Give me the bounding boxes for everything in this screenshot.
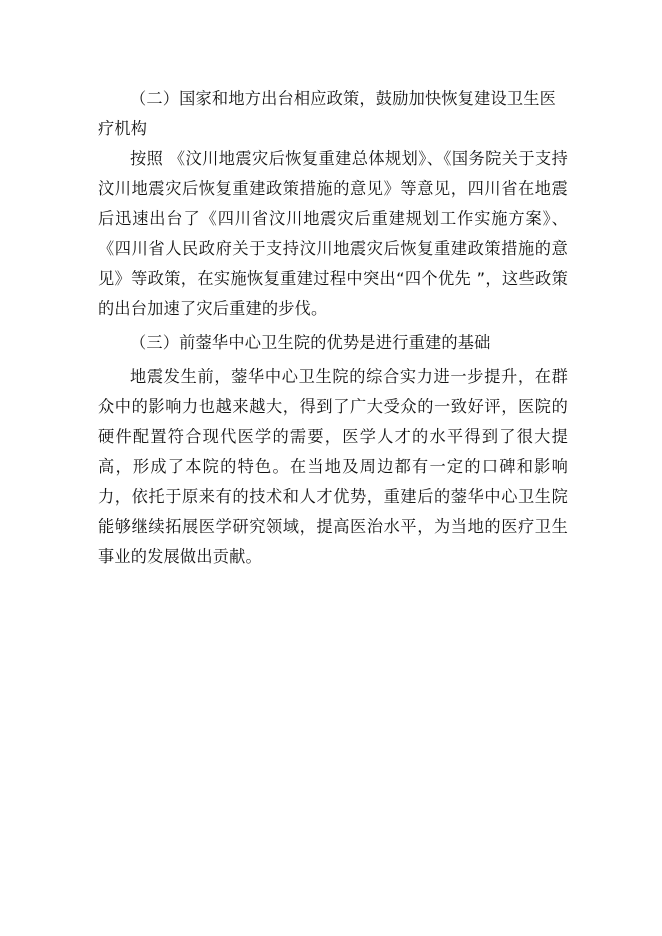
section-heading-3: （三）前蓥华中心卫生院的优势是进行重建的基础 (130, 333, 491, 352)
document-body (98, 84, 568, 572)
section-paragraph-2: 按照 《汶川地震灾后恢复重建总体规划》、《国务院关于支持汶川地震灾后恢复重建政策措施的意见》等意见，四川省在地震后迅速出台了《四川省汶川地震灾后重建规划工作实施方案》、《四川省人民政府关于支持汶川地震灾后恢复重建政策措施的意见》等政策，在实施恢复重建过程中突出“四个优先 ”，这些政策的出台加速了灾后重建的步伐。 (98, 149, 568, 318)
section-paragraph-3: 地震发生前，蓥华中心卫生院的综合实力进一步提升，在群众中的影响力也越来越大，得到了广大受众的一致好评，医院的硬件配置符合现代医学的需要，医学人才的水平得到了很大提高，形成了本院的特色。在当地及周边都有一定的口碑和影响力，依托于原来有的技术和人才优势，重建后的蓥华中心卫生院能够继续拓展医学研究领域，提高医治水平，为当地的医疗卫生事业的发展做出贡献。 (98, 367, 568, 566)
section-heading-2: （二）国家和地方出台相应政策，鼓励加快恢复建设卫生医疗机构 (98, 89, 557, 138)
